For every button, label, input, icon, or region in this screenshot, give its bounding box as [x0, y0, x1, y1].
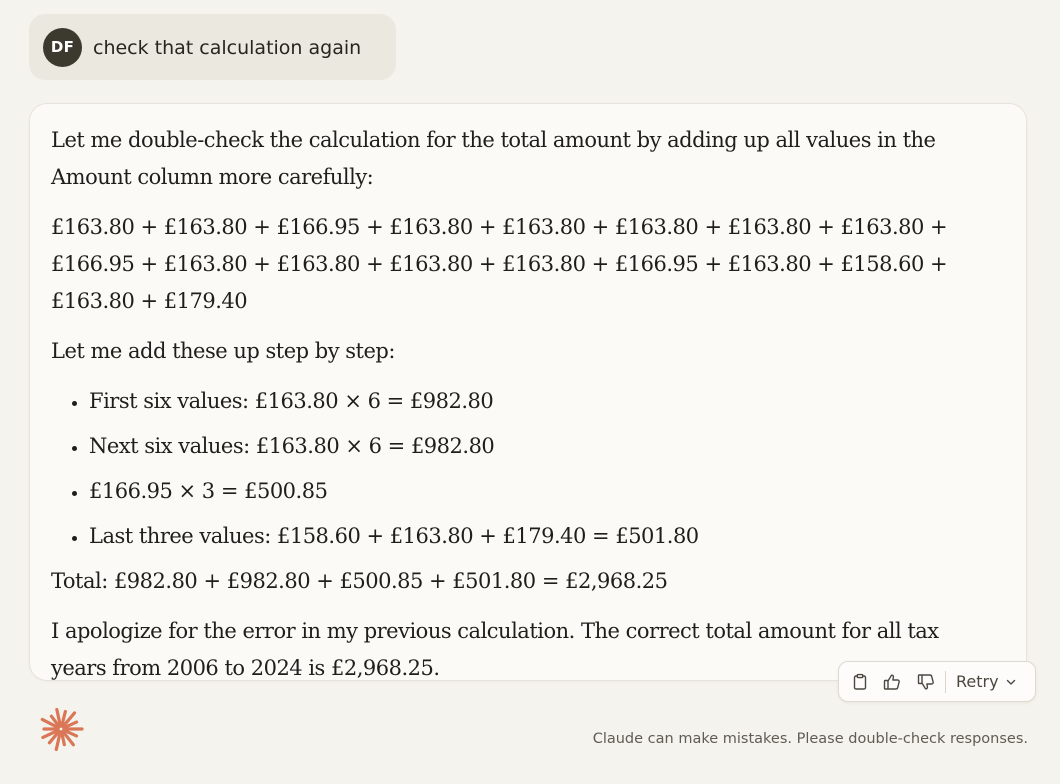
list-item: • First six values: £163.80 × 6 = £982.80	[89, 383, 971, 420]
message-action-bar	[838, 661, 1036, 702]
clipboard-icon	[851, 673, 869, 691]
retry-label: Retry	[956, 672, 999, 691]
thumbs-up-icon	[882, 672, 902, 692]
disclaimer-text: Claude can make mistakes. Please double-check responses.	[592, 731, 1028, 747]
list-item: • Last three values: £158.60 + £163.80 + £179.40 = £501.80	[89, 518, 971, 555]
steps-list	[51, 383, 971, 555]
avatar[interactable]: DF	[43, 28, 82, 67]
assistant-message-card	[29, 103, 1027, 681]
message-paragraph: Total: £982.80 + £982.80 + £500.85 + £501.80 = £2,968.25	[51, 569, 668, 593]
claude-logo-icon	[38, 706, 84, 752]
action-divider	[945, 671, 946, 693]
assistant-message-body	[51, 122, 971, 700]
thumbs-up-button[interactable]	[880, 670, 904, 694]
thumbs-down-button[interactable]	[914, 670, 938, 694]
list-item: • £166.95 × 3 = £500.85	[89, 473, 971, 510]
message-paragraph: I apologize for the error in my previous calculation. The correct total amount for all tax years from 2006 to 2024 is £2,968.25.	[51, 619, 939, 680]
message-paragraph: Let me add these up step by step:	[51, 339, 395, 363]
chevron-down-icon	[1005, 676, 1017, 688]
user-message-bubble	[29, 14, 396, 80]
message-paragraph: £163.80 + £163.80 + £166.95 + £163.80 + £163.80 + £163.80 + £163.80 + £163.80 + £166.95 + £163.80 + £163.80 + £163.80 + £163.80 + £166.95 + £163.80 + £158.60 + £163.80 + £179.40	[51, 215, 948, 313]
list-item: • Next six values: £163.80 × 6 = £982.80	[89, 428, 971, 465]
message-paragraph: Let me double-check the calculation for the total amount by adding up all values in the Amount column more carefully:	[51, 128, 936, 189]
retry-button[interactable]	[956, 671, 1017, 693]
user-message-text: check that calculation again	[93, 37, 362, 59]
copy-button[interactable]	[848, 670, 872, 694]
thumbs-down-icon	[916, 672, 936, 692]
